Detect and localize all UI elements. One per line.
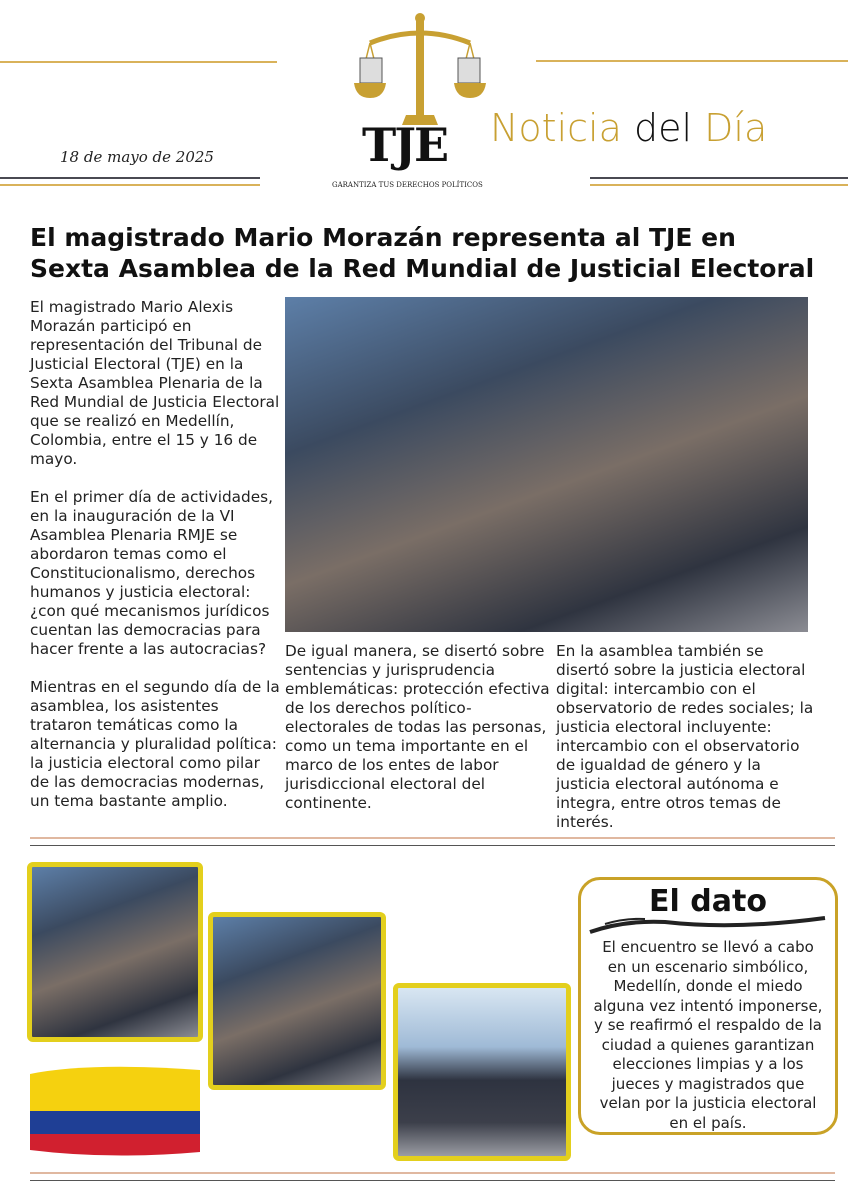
divider xyxy=(30,837,835,839)
title-noticia: Noticia xyxy=(490,106,622,150)
gallery-photo-3 xyxy=(393,983,571,1161)
divider xyxy=(30,1180,835,1181)
divider xyxy=(30,1172,835,1174)
paragraph: De igual manera, se disertó sobre sentencias y jurisprudencia emblemáticas: protección efectiva de los derechos político-electorales de todas las personas, como un tema importante en el marco de los entes de labor jurisdiccional electoral del continente. xyxy=(285,642,550,812)
date: 18 de mayo de 2025 xyxy=(60,148,214,166)
dato-title: El dato xyxy=(649,884,767,919)
rule xyxy=(0,184,260,186)
article-column-2 xyxy=(285,642,550,832)
logo-tagline: GARANTIZA TUS DERECHOS POLÍTICOS xyxy=(332,181,483,189)
gallery-photo-1 xyxy=(27,862,203,1042)
assembly-photo xyxy=(285,297,808,632)
article-headline: El magistrado Mario Morazán representa al TJE en Sexta Asamblea de la Red Mundial de Justicial Electoral xyxy=(30,223,815,283)
rule xyxy=(0,61,277,63)
brush-stroke-icon xyxy=(585,910,835,936)
el-dato-box xyxy=(578,877,838,1135)
logo-text: TJE xyxy=(362,118,448,172)
paragraph: Mientras en el segundo día de la asamblea, los asistentes trataron temáticas como la alternancia y pluralidad política: la justicia electoral como pilar de las democracias modernas, un tema bastante amplio. xyxy=(30,678,280,810)
paragraph: El magistrado Mario Alexis Morazán participó en representación del Tribunal de Justicial Electoral (TJE) en la Sexta Asamblea Plenaria de la Red Mundial de Justicia Electoral que se realizó en Medellín, Colombia, entre el 15 y 16 de mayo. xyxy=(30,298,280,468)
rule xyxy=(536,60,848,62)
page-title xyxy=(490,106,767,150)
article-column-1 xyxy=(30,298,280,830)
title-del: del xyxy=(633,106,693,150)
rule xyxy=(590,177,848,179)
article-column-3 xyxy=(556,642,816,851)
rule xyxy=(590,184,848,186)
colombia-flag-icon xyxy=(30,1066,200,1156)
divider xyxy=(30,845,835,846)
paragraph: En la asamblea también se disertó sobre la justicia electoral digital: intercambio con el observatorio de redes sociales; la justicia electoral incluyente: intercambio con el observatorio de igualdad de género y la justicia electoral autónoma e integra, entre otros temas de interés. xyxy=(556,642,814,831)
rule xyxy=(0,177,260,179)
gallery-photo-2 xyxy=(208,912,386,1090)
title-dia: Día xyxy=(704,106,768,150)
dato-text: El encuentro se llevó a cabo en un escenario simbólico, Medellín, donde el miedo alguna vez intentó imponerse, y se reafirmó el respaldo de la ciudad a quienes garantizan elecciones limpias y a los jueces y magistrados que velan por la justicia electoral en el país. xyxy=(593,938,823,1132)
paragraph: En el primer día de actividades, en la inauguración de la VI Asamblea Plenaria RMJE se abordaron temas como el Constitucionalismo, derechos humanos y justicia electoral: ¿con qué mecanismos jurídicos cuentan las democracias para hacer frente a las autocracias? xyxy=(30,488,274,658)
